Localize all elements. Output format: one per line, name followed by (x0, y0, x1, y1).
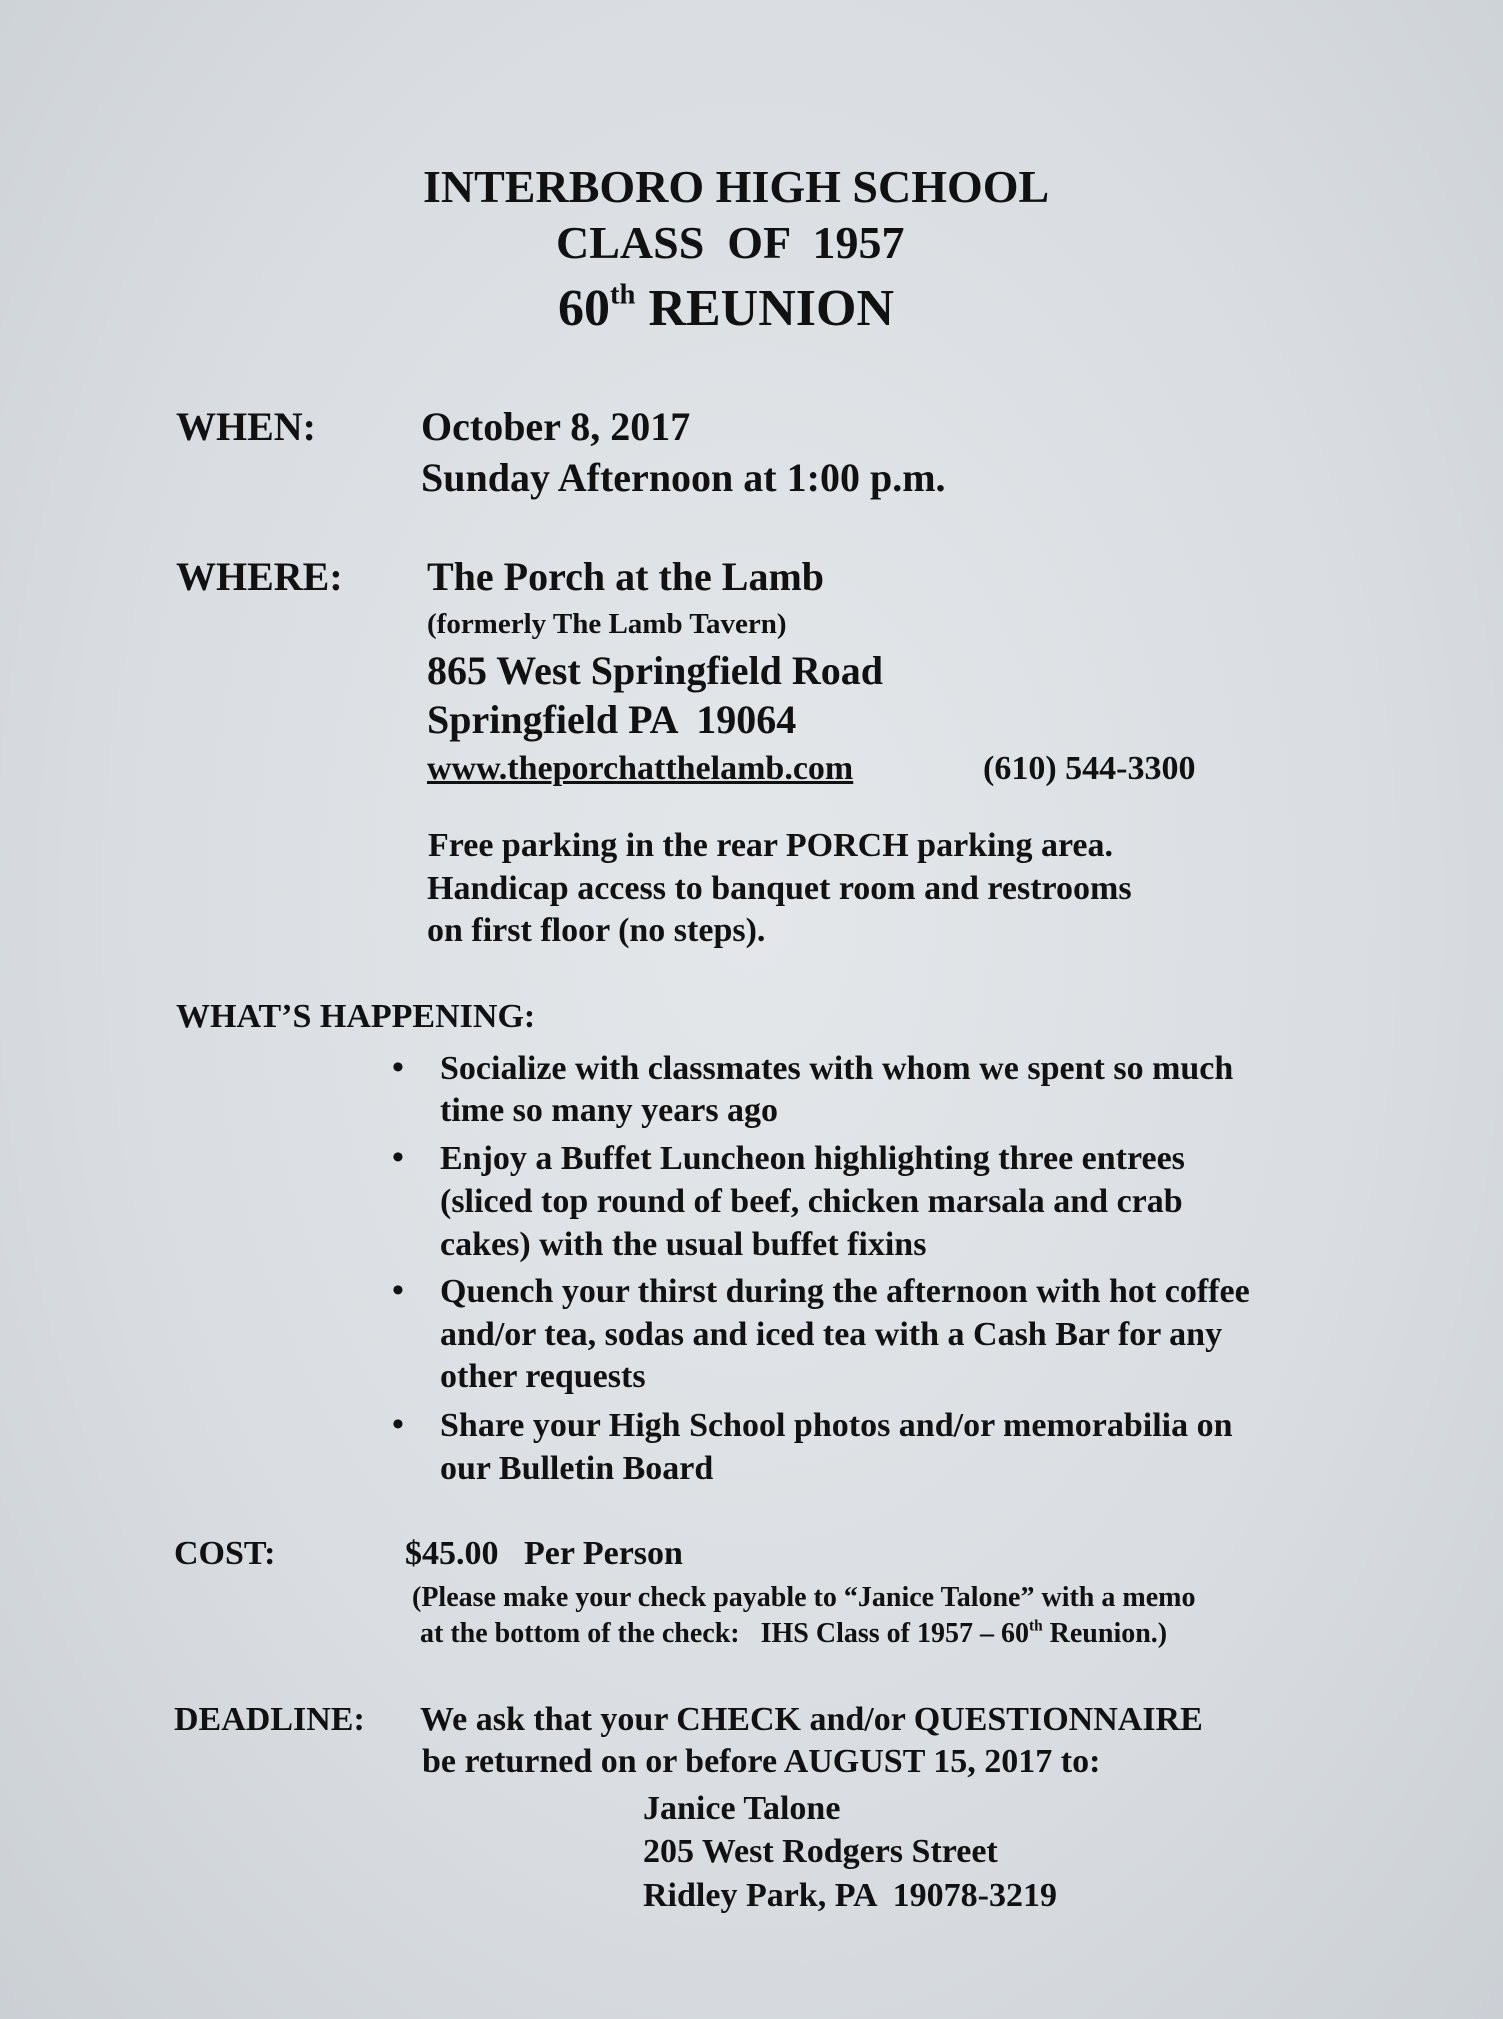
bullet-icon: • (392, 1272, 404, 1309)
when-label: WHEN: (176, 404, 316, 449)
bullet-icon: • (392, 1049, 404, 1086)
cost-note-line-2-suffix: th (1028, 1617, 1043, 1635)
happening-item-1-line-2: time so many years ago (440, 1092, 779, 1129)
cost-note-line-2-a: at the bottom of the check: IHS Class of 1957 – 60 (420, 1618, 1029, 1649)
header-reunion-text: REUNION (635, 280, 895, 337)
happening-item-2-line-2: (sliced top round of beef, chicken marsala and crab (440, 1183, 1183, 1220)
where-street: 865 West Springfield Road (427, 648, 883, 693)
deadline-street: 205 West Rodgers Street (643, 1833, 998, 1870)
header-reunion-suffix: th (610, 279, 636, 311)
where-label: WHERE: (176, 554, 343, 599)
deadline-name: Janice Talone (643, 1790, 841, 1827)
parking-line-1: Free parking in the rear PORCH parking area. (428, 827, 1114, 864)
happening-item-3-line-2: and/or tea, sodas and iced tea with a Cash Bar for any (440, 1316, 1223, 1353)
bullet-icon: • (392, 1406, 404, 1443)
happening-item-4-line-2: our Bulletin Board (440, 1450, 714, 1487)
happening-item-1-line-1: Socialize with classmates with whom we spent so much (440, 1050, 1234, 1087)
where-city: Springfield PA 19064 (427, 697, 797, 742)
cost-label: COST: (174, 1535, 276, 1572)
where-venue: The Porch at the Lamb (427, 554, 825, 599)
when-time: Sunday Afternoon at 1:00 p.m. (421, 455, 946, 500)
deadline-line-2: be returned on or before AUGUST 15, 2017 to: (422, 1743, 1101, 1780)
venue-phone: (610) 544-3300 (983, 750, 1196, 787)
venue-website-link[interactable]: www.theporchatthelamb.com (427, 750, 854, 787)
deadline-city: Ridley Park, PA 19078-3219 (643, 1877, 1057, 1914)
header-reunion (558, 279, 895, 337)
happening-item-3-line-3: other requests (440, 1358, 646, 1395)
deadline-label: DEADLINE: (174, 1701, 365, 1738)
header-class: CLASS OF 1957 (556, 217, 905, 268)
bullet-icon: • (392, 1139, 404, 1176)
cost-amount: $45.00 Per Person (405, 1535, 683, 1572)
happening-item-4-line-1: Share your High School photos and/or memorabilia on (440, 1407, 1233, 1444)
happening-label: WHAT’S HAPPENING: (176, 998, 536, 1035)
deadline-line-1: We ask that your CHECK and/or QUESTIONNAIRE (420, 1701, 1203, 1738)
header-reunion-number: 60 (558, 280, 610, 337)
happening-item-2-line-3: cakes) with the usual buffet fixins (440, 1226, 927, 1263)
parking-line-2: Handicap access to banquet room and restrooms (427, 870, 1132, 907)
header-school: INTERBORO HIGH SCHOOL (423, 161, 1050, 212)
cost-note-line-2 (420, 1617, 1168, 1649)
happening-item-2-line-1: Enjoy a Buffet Luncheon highlighting three entrees (440, 1140, 1185, 1177)
cost-note-line-2-b: Reunion.) (1042, 1618, 1168, 1649)
parking-line-3: on first floor (no steps). (427, 912, 766, 949)
cost-note-line-1: (Please make your check payable to “Janice Talone” with a memo (412, 1582, 1196, 1613)
when-date: October 8, 2017 (421, 404, 691, 449)
happening-item-3-line-1: Quench your thirst during the afternoon with hot coffee (440, 1273, 1250, 1310)
where-formerly: (formerly The Lamb Tavern) (427, 608, 787, 640)
